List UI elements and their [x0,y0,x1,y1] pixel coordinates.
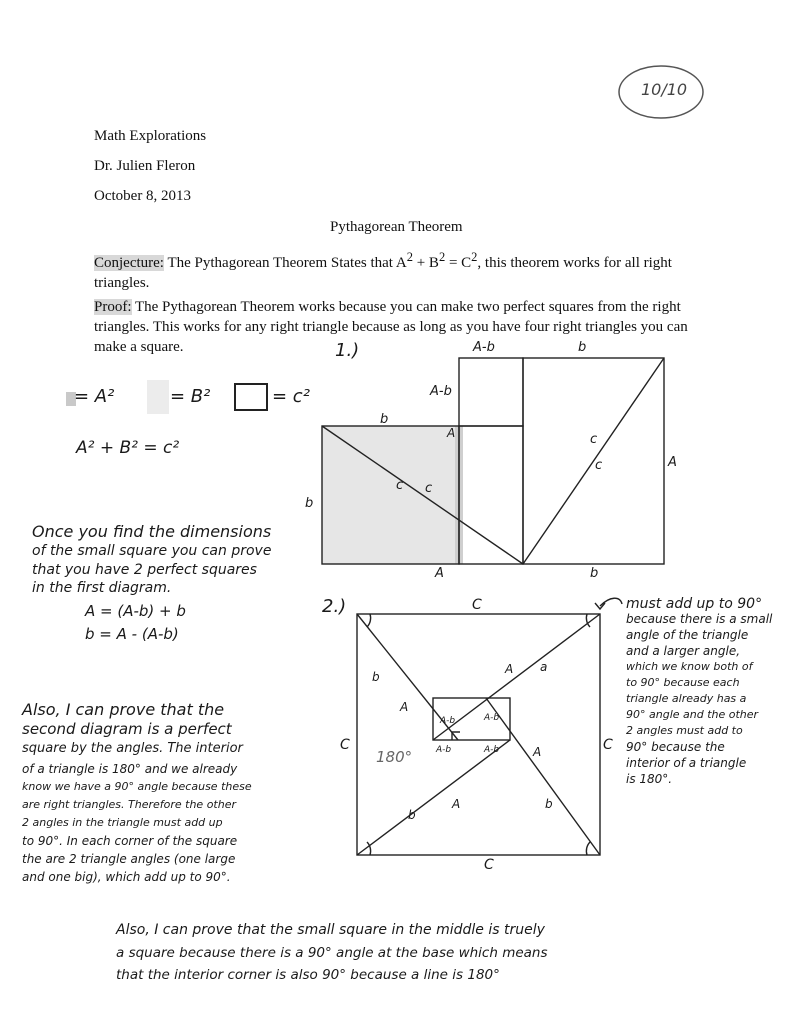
diagram-1-bottom-a: A [435,566,444,581]
conjecture-sup2: 2 [438,250,446,264]
diagram-1-top-b: b [578,340,587,355]
conjecture-plus: + B [412,255,439,271]
note-right-line-5: which we know both of [626,660,753,673]
conjecture-text: The Pythagorean Theorem States that A [163,255,407,271]
conjecture-label: Conjecture: [94,255,164,271]
diagram-1-number: 1.) [335,340,360,361]
diagram-2-inner-3: A-b [436,745,452,755]
diagram-2-a-1: A [400,700,409,714]
legend-sum: A² + B² = c² [76,438,180,458]
note-right-line-12: is 180°. [626,772,673,786]
diagram-2-inner-1: A-b [440,716,456,726]
diagram-1-right-a: A [668,455,677,470]
diagram-1-b-top: b [380,412,389,427]
proof-label: Proof: [94,299,132,315]
conjecture-post: , this theorem works for all right triangles. [94,255,672,291]
diagram-2-left-c: C [340,737,350,753]
diagram-1-c4: c [595,458,603,473]
diagram-2-inner-2: A-b [484,713,500,723]
diagram-2-right-c: C [603,737,613,753]
note-left-line-9: the are 2 triangle angles (one large [22,852,236,866]
course-name: Math Explorations [94,128,207,144]
legend-b-squared: = B² [170,386,211,407]
note-left-line-10: and one big), which add up to 90°. [22,870,231,884]
note-bottom-line-1: Also, I can prove that the small square in the middle is truely [116,922,545,938]
note-bottom-line-3: that the interior corner is also 90° because a line is 180° [116,967,500,983]
diagram-2-number: 2.) [322,596,347,617]
note-right-line-10: 90° because the [626,740,725,754]
diagram-2-degrees: 180° [376,748,413,766]
diagram-2-a-5: A [452,797,461,811]
diagram-1-a-mid: A [447,426,456,440]
conjecture-sup3: 2 [471,250,478,264]
note-right-line-9: 2 angles must add to [626,724,743,737]
note-1-eq-1: A = (A-b) + b [85,602,186,620]
diagram-2-a-2: A [505,662,514,676]
diagram-1-top-a-minus-b: A-b [473,340,495,355]
grade-text: 10/10 [641,80,688,99]
note-right-line-11: interior of a triangle [626,756,747,770]
diagram-2-a-3: a [540,660,548,674]
note-left-line-4: of a triangle is 180° and we already [22,762,238,776]
diagram-2-line-4 [486,698,600,855]
note-left-line-8: to 90°. In each corner of the square [22,834,238,848]
diagram-1-left-a-minus-b: A-b [430,384,452,399]
proof-text: The Pythagorean Theorem works because you can make two perfect squares from the right triangles. This works for any right triangle because as long as you have four right triangles you can make a square. [94,299,688,355]
note-left-line-1: Also, I can prove that the [22,700,225,719]
note-right-line-6: to 90° because each [626,676,740,689]
diagram-2-outer-square [357,614,600,855]
note-1-eq-2: b = A - (A-b) [85,625,179,643]
conjecture-sup1: 2 [406,250,413,264]
diagram-2-corner-arc-bl [367,842,371,855]
diagram-2-inner-4: A-b [484,745,500,755]
note-right-line-4: and a larger angle, [626,644,741,658]
date: October 8, 2013 [94,188,192,204]
diagram-1-bottom-b: b [590,566,599,581]
note-1-line-1: Once you find the dimensions [32,522,272,541]
note-bottom-line-2: a square because there is a 90° angle at the base which means [116,945,548,961]
diagram-2-corner-arc-br [586,842,590,855]
note-1-line-3: that you have 2 perfect squares [32,562,257,578]
diagram-2-top-c: C [472,597,482,613]
note-left-line-6: are right triangles. Therefore the other [22,798,236,811]
note-1-line-2: of the small square you can prove [32,543,272,559]
note-left-line-2: second diagram is a perfect [22,720,232,738]
note-right-line-7: triangle already has a [626,692,747,705]
note-right-line-3: angle of the triangle [626,628,749,642]
page-title: Pythagorean Theorem [330,219,463,235]
legend-a-squared: = A² [74,386,115,407]
note-left-line-5: know we have a 90° angle because these [22,780,252,793]
conjecture-eq: = C [445,255,472,271]
note-1-line-4: in the first diagram. [32,580,172,596]
diagram-1-c2: c [425,481,433,496]
legend-c-squared: = c² [272,386,310,407]
diagram-2-corner-arc-tr [586,614,590,627]
diagram-2-bottom-c: C [484,857,494,873]
note-left-line-3: square by the angles. The interior [22,741,243,756]
diagram-2-b-2: b [545,797,553,811]
diagram-1-c3: c [590,432,598,447]
note-right-line-8: 90° angle and the other [626,708,759,721]
note-right-line-2: because there is a small [626,612,773,626]
note-right-line-1: must add up to 90° [626,596,763,612]
diagram-2-line-2 [433,614,600,740]
note-left-line-7: 2 angles in the triangle must add up [22,816,223,829]
diagram-2-a-4: A [533,745,542,759]
diagram-1-c1: c [396,478,404,493]
diagram-1-left-b: b [305,496,314,511]
diagram-2-corner-arc-tl [367,614,371,627]
teacher-name: Dr. Julien Fleron [94,158,196,174]
diagram-2-b-3: b [408,808,416,822]
diagram-2-b-1: b [372,670,380,684]
